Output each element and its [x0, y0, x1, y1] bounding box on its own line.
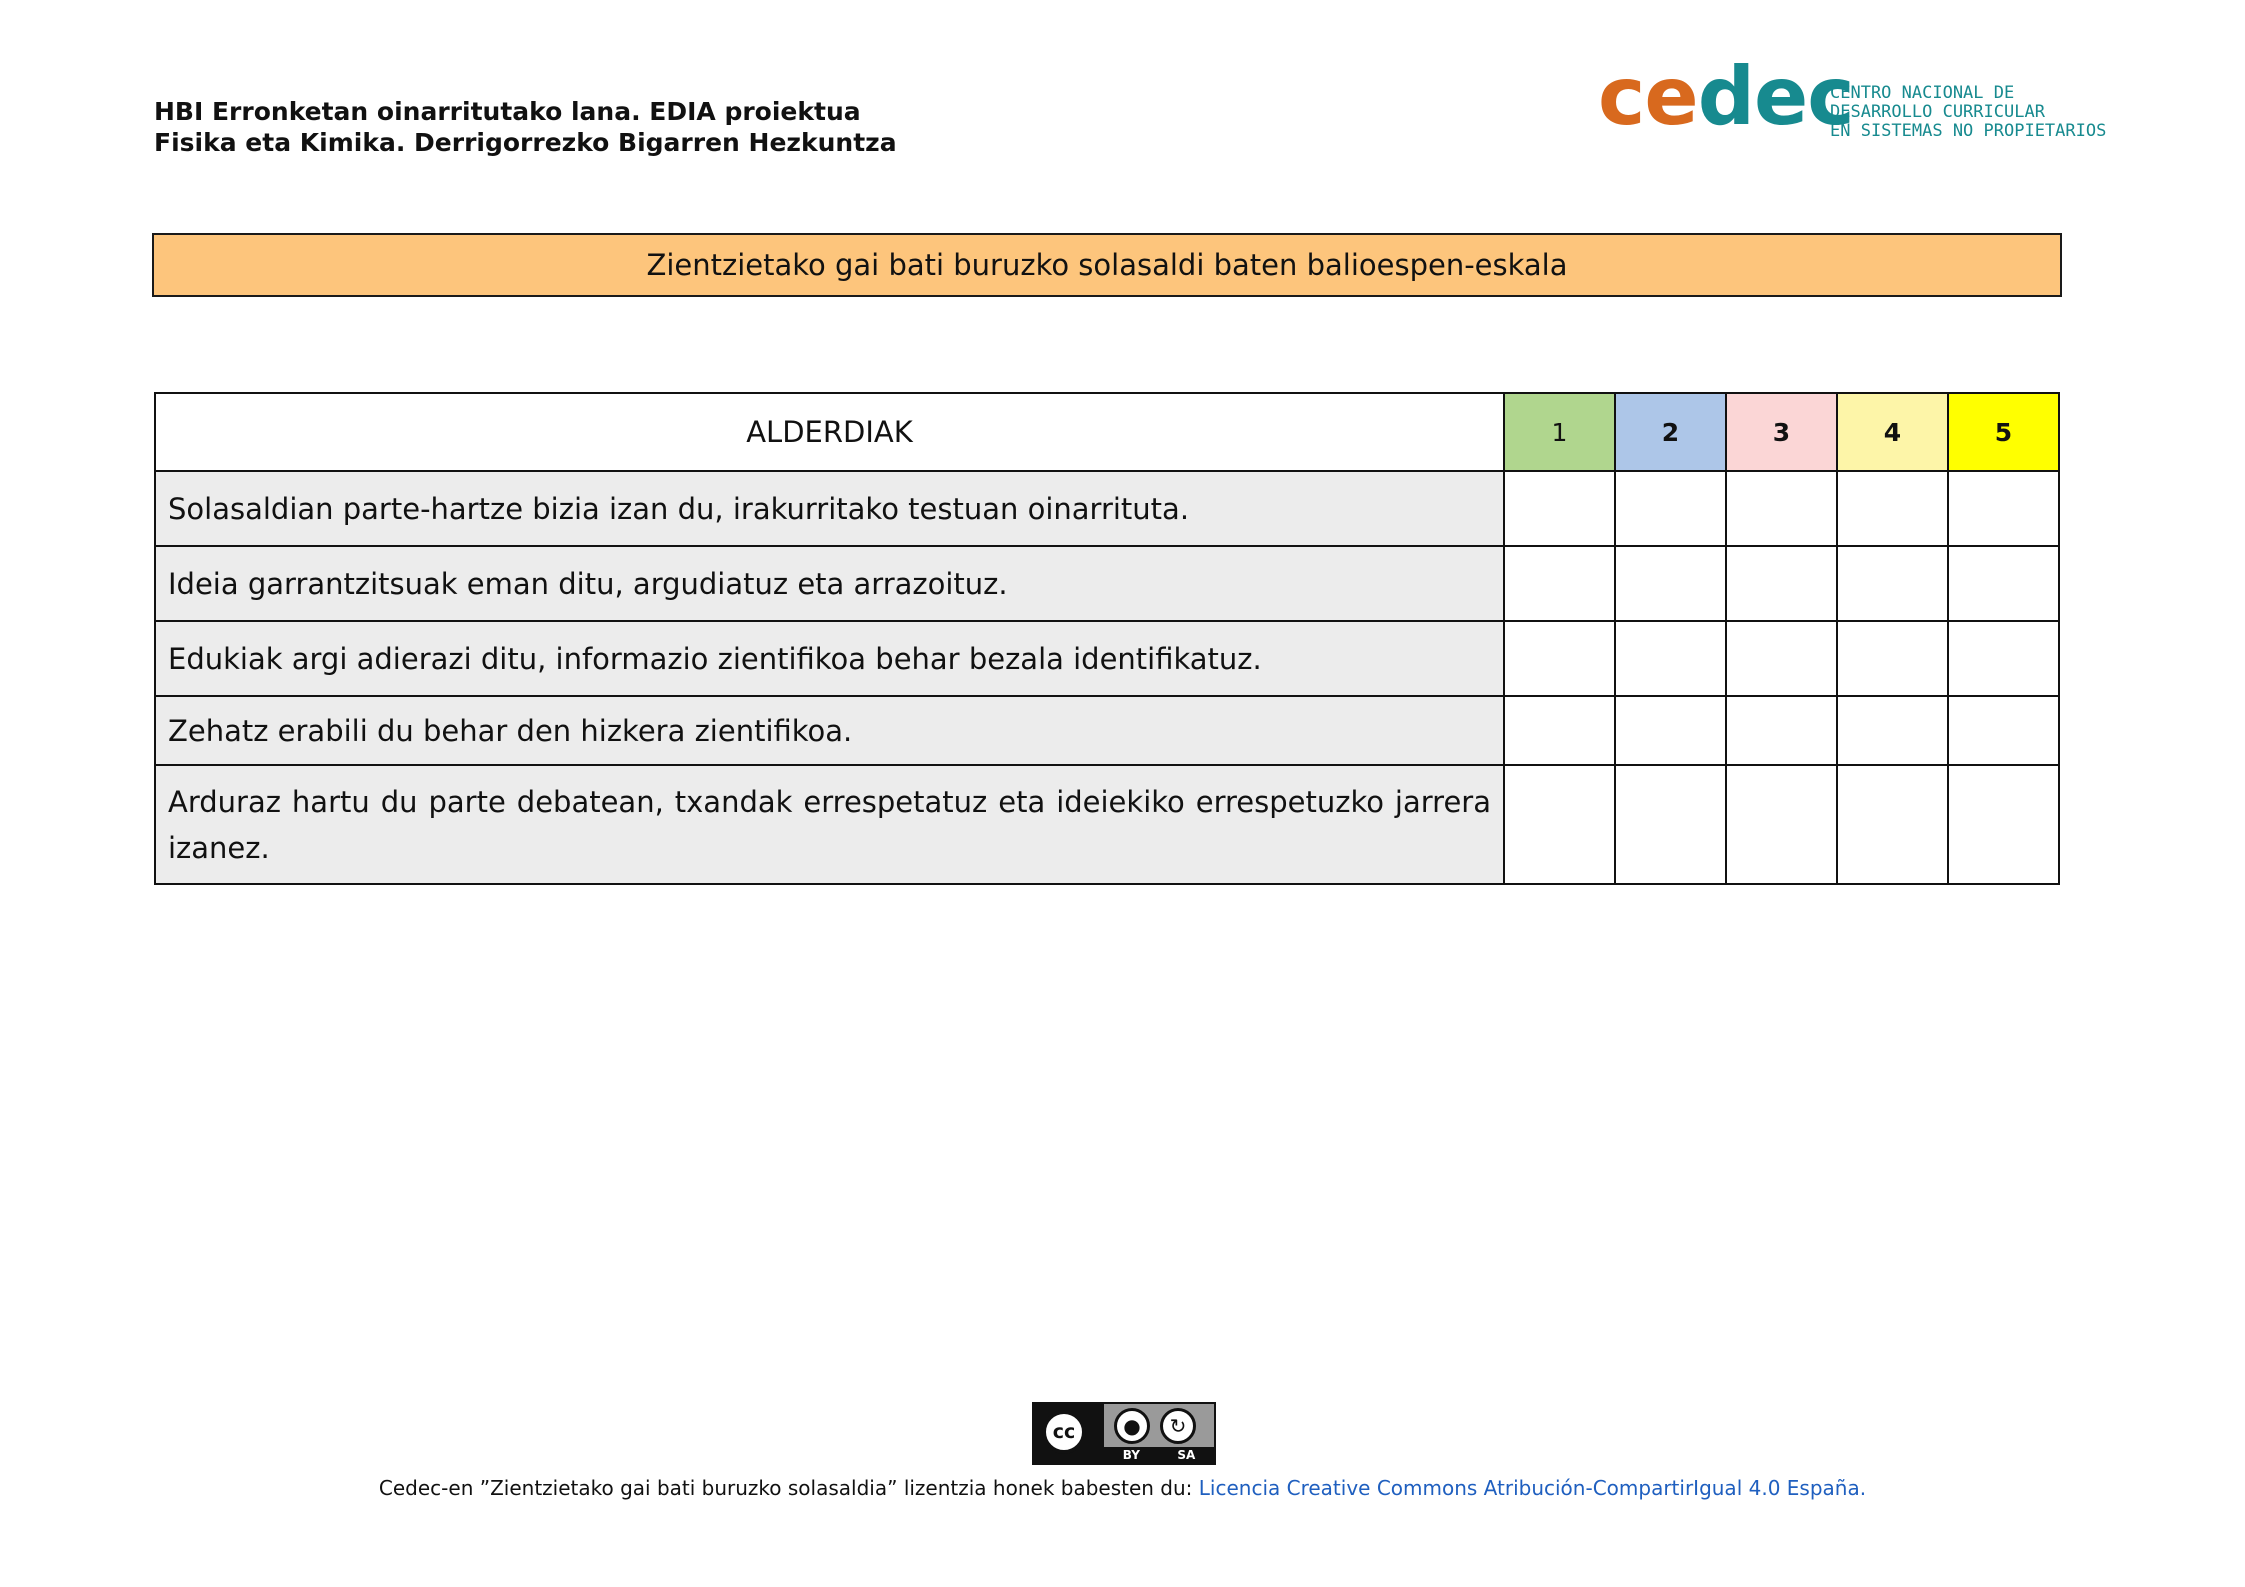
table-row [155, 765, 2059, 884]
license-text: Cedec-en ”Zientzietako gai bati buruzko solasaldia” lizentzia honek babesten du: [378, 1476, 1199, 1500]
rating-cell-4[interactable] [1837, 471, 1948, 546]
score-header-2: 2 [1615, 393, 1726, 471]
rating-cell-5[interactable] [1948, 765, 2059, 884]
scale-title [152, 233, 2062, 297]
header-line-project: HBI Erronketan oinarritutako lana. EDIA proiektua [154, 97, 861, 126]
by-label: BY [1122, 1448, 1140, 1462]
rating-cell-2[interactable] [1615, 546, 1726, 621]
license-link[interactable]: Licencia Creative Commons Atribución-CompartirIgual 4.0 España. [1198, 1476, 1867, 1500]
rating-cell-4[interactable] [1837, 546, 1948, 621]
table-header-row [155, 393, 2059, 471]
header-line-subject: Fisika eta Kimika. Derrigorrezko Bigarren Hezkuntza [154, 128, 897, 157]
rating-cell-4[interactable] [1837, 621, 1948, 696]
rating-cell-5[interactable] [1948, 621, 2059, 696]
cedec-logo [1598, 50, 2107, 164]
rating-cell-4[interactable] [1837, 765, 1948, 884]
aspect-label: Solasaldian parte-hartze bizia izan du, irakurritako testuan oinarrituta. [155, 471, 1504, 546]
aspect-label: Arduraz hartu du parte debatean, txandak errespetatuz eta ideiekiko errespetuzko jarrera izanez. [155, 765, 1504, 884]
aspect-label: Zehatz erabili du behar den hizkera zientifikoa. [155, 696, 1504, 765]
rating-cell-1[interactable] [1504, 765, 1615, 884]
rating-cell-5[interactable] [1948, 546, 2059, 621]
table-row [155, 471, 2059, 546]
cedec-logo-subtitle: CENTRO NACIONAL DE DESARROLLO CURRICULAR EN SISTEMAS NO PROPIETARIOS [1830, 83, 2107, 141]
rating-scale-table [154, 392, 2060, 885]
rating-cell-4[interactable] [1837, 696, 1948, 765]
rating-cell-2[interactable] [1615, 765, 1726, 884]
rating-cell-2[interactable] [1615, 696, 1726, 765]
aspect-label: Ideia garrantzitsuak eman ditu, argudiatuz eta arrazoituz. [155, 546, 1504, 621]
sa-icon: ↻ [1160, 1408, 1196, 1444]
cc-license-badge [1032, 1402, 1216, 1465]
rating-cell-3[interactable] [1726, 765, 1837, 884]
document-header [154, 96, 897, 158]
table-row [155, 546, 2059, 621]
scale-title-text: Zientzietako gai bati buruzko solasaldi baten balioespen-eskala [646, 248, 1568, 282]
rating-cell-3[interactable] [1726, 546, 1837, 621]
by-icon: ● [1114, 1408, 1150, 1444]
rating-cell-5[interactable] [1948, 696, 2059, 765]
rating-cell-1[interactable] [1504, 546, 1615, 621]
rating-cell-2[interactable] [1615, 471, 1726, 546]
table-row [155, 696, 2059, 765]
score-header-4: 4 [1837, 393, 1948, 471]
rating-cell-1[interactable] [1504, 621, 1615, 696]
aspect-label: Edukiak argi adierazi ditu, informazio zientifikoa behar bezala identifikatuz. [155, 621, 1504, 696]
rating-cell-1[interactable] [1504, 696, 1615, 765]
rating-cell-2[interactable] [1615, 621, 1726, 696]
score-header-1: 1 [1504, 393, 1615, 471]
rating-cell-3[interactable] [1726, 621, 1837, 696]
rating-cell-5[interactable] [1948, 471, 2059, 546]
rating-cell-3[interactable] [1726, 696, 1837, 765]
score-header-5: 5 [1948, 393, 2059, 471]
cedec-logo-word: cedec [1598, 50, 1854, 143]
score-header-3: 3 [1726, 393, 1837, 471]
table-row [155, 621, 2059, 696]
aspects-header: ALDERDIAK [155, 393, 1504, 471]
rating-cell-3[interactable] [1726, 471, 1837, 546]
license-footer [0, 1476, 2245, 1500]
sa-label: SA [1177, 1448, 1196, 1462]
rating-cell-1[interactable] [1504, 471, 1615, 546]
cc-icon: cc [1042, 1410, 1086, 1454]
